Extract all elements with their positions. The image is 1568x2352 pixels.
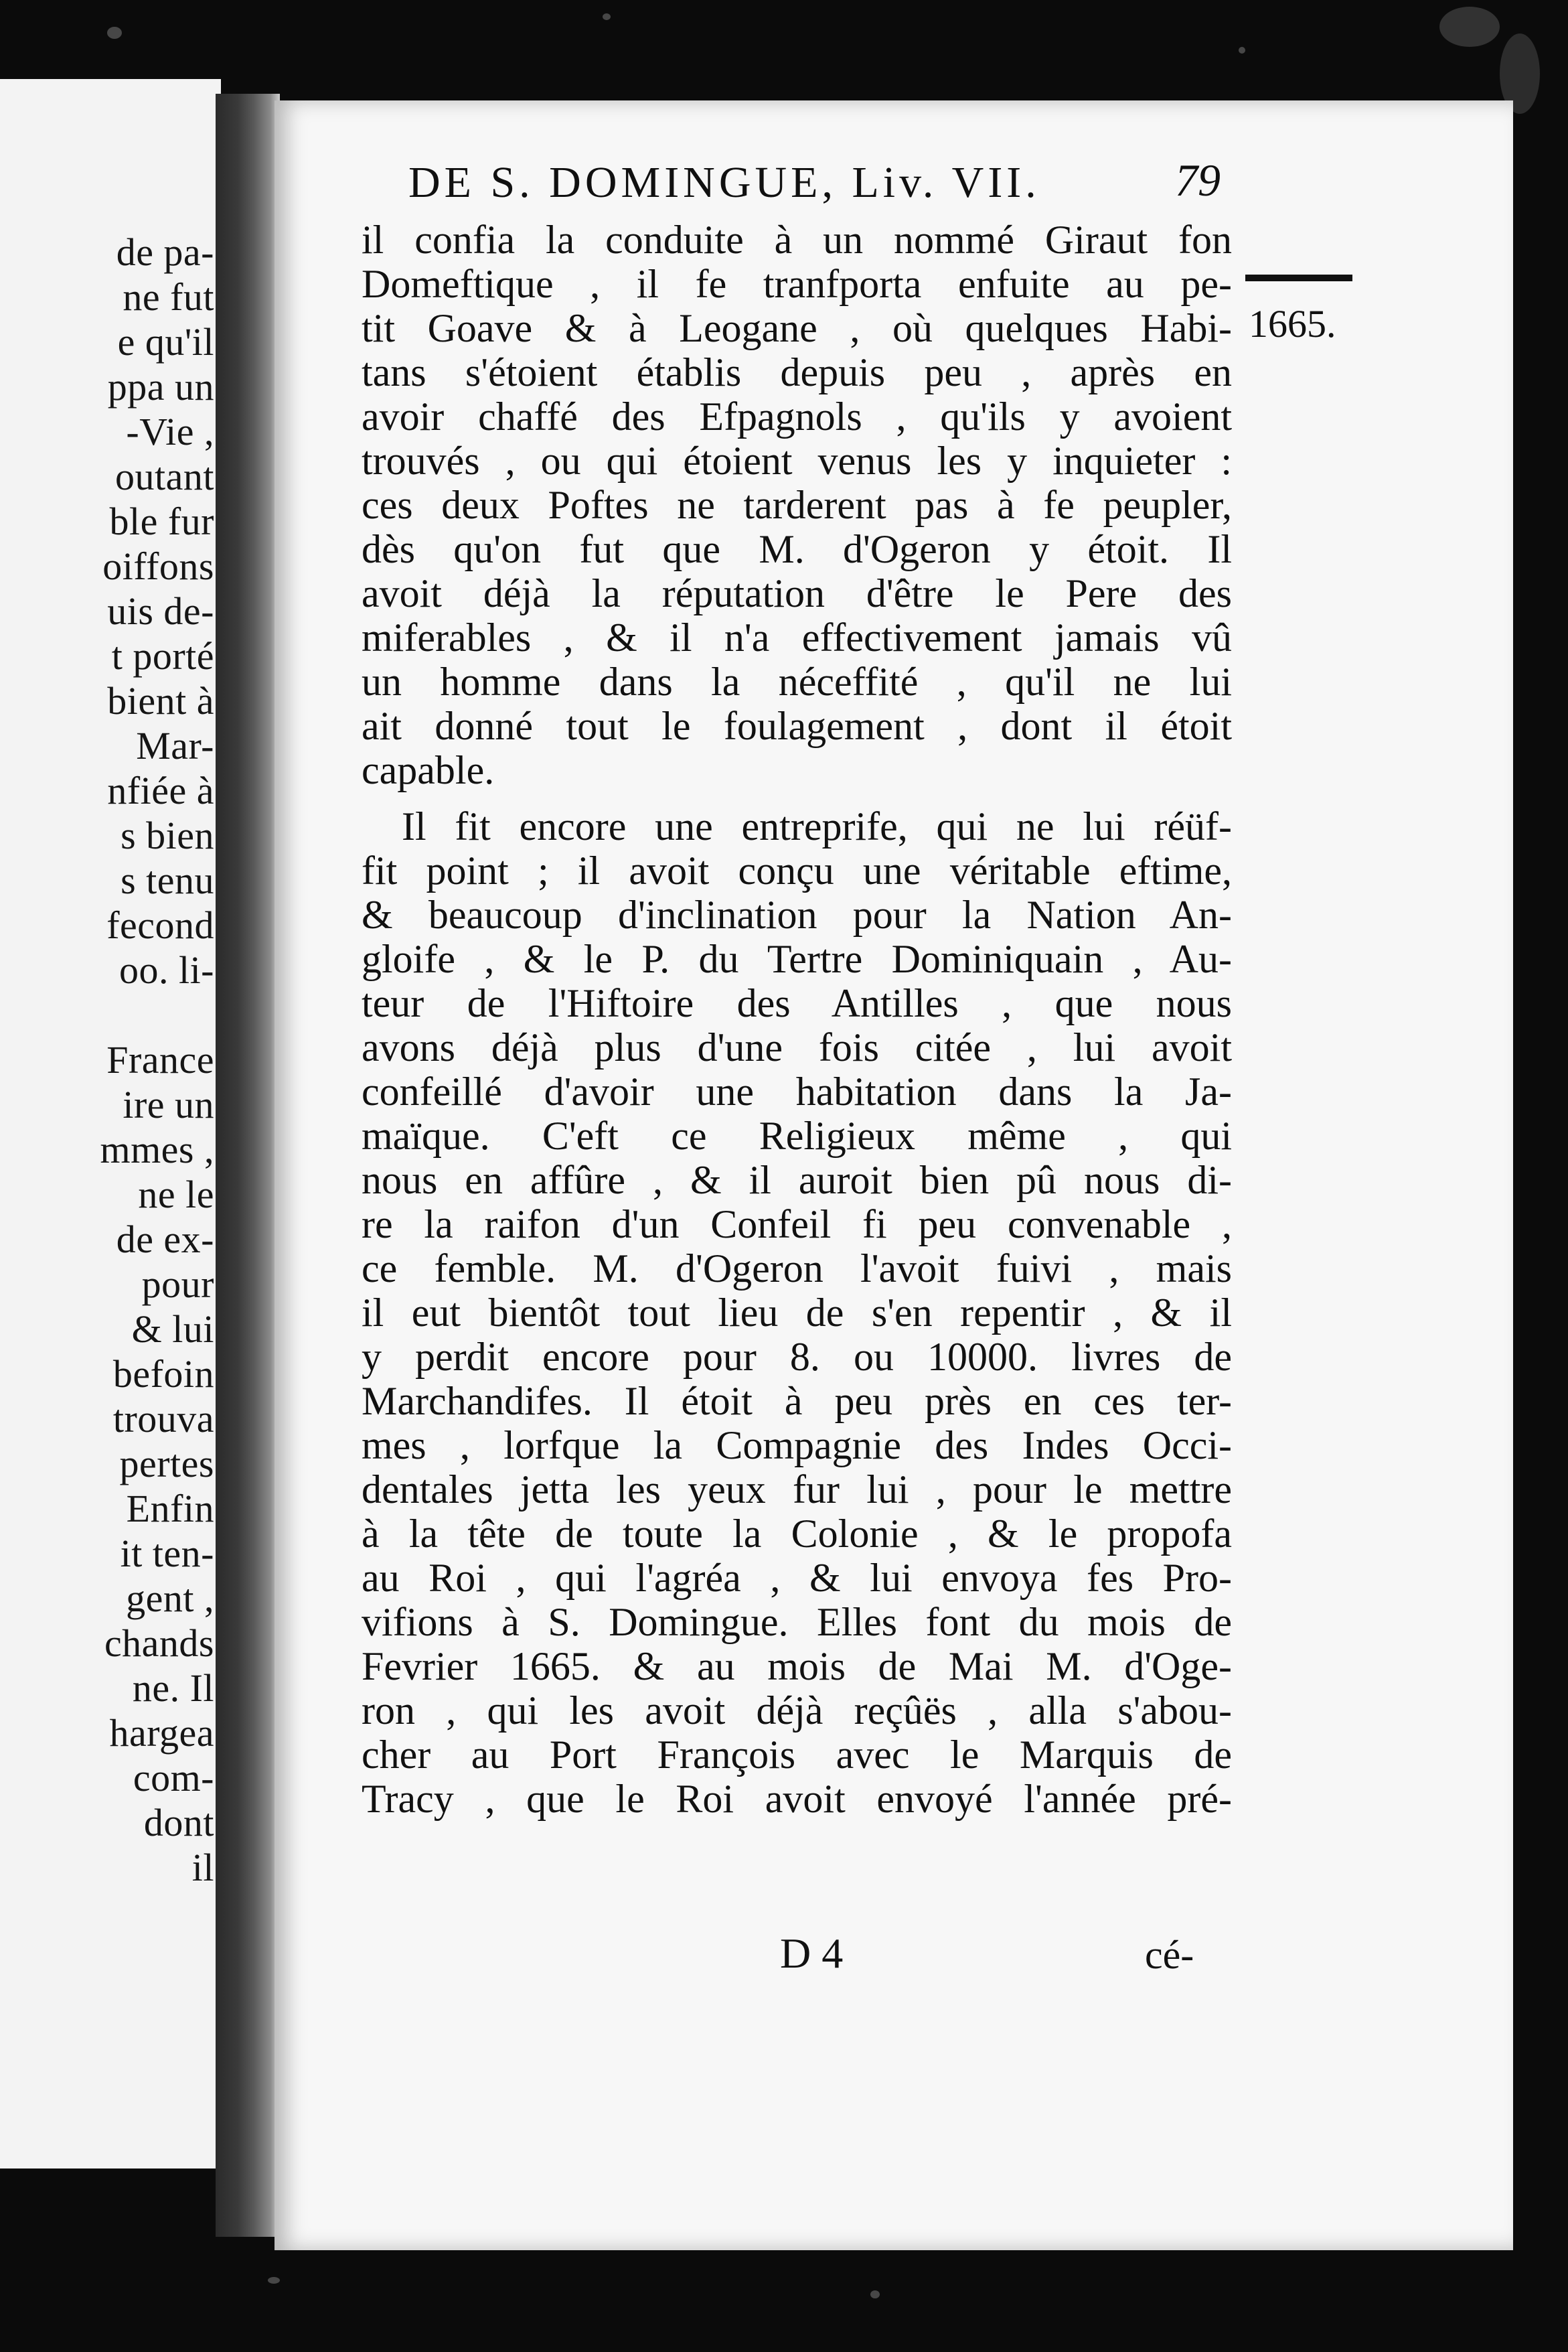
body-line: un homme dans la néceffité , qu'il ne lui <box>362 660 1232 704</box>
left-page-line-fragment: dont <box>143 1801 214 1844</box>
left-page-line-fragment: Enfin <box>126 1487 214 1530</box>
book-gutter <box>216 94 280 2237</box>
left-page-line-fragment: oo. li- <box>119 948 214 992</box>
left-page-line-fragment: ne le <box>138 1173 214 1216</box>
left-page-line-fragment: mmes , <box>100 1128 214 1171</box>
left-page-line-fragment: com- <box>133 1756 214 1799</box>
body-line: Il fit encore une entreprife, qui ne lui réüf- <box>402 804 1232 849</box>
body-line: dès qu'on fut que M. d'Ogeron y étoit. Il <box>362 527 1232 571</box>
background-speckle <box>603 13 611 20</box>
body-line: trouvés , ou qui étoient venus les y inquieter : <box>362 439 1232 483</box>
body-line: mes , lorfque la Compagnie des Indes Occi- <box>362 1423 1232 1467</box>
left-page-line-fragment: France <box>106 1038 214 1082</box>
body-line: il confia la conduite à un nommé Giraut fon <box>362 218 1232 262</box>
body-line: ce femble. M. d'Ogeron l'avoit fuivi , mais <box>362 1246 1232 1291</box>
left-page-line-fragment: ire un <box>123 1083 214 1126</box>
body-line: teur de l'Hiftoire des Antilles , que nous <box>362 981 1232 1025</box>
margin-year-note: 1665. <box>1249 302 1336 346</box>
body-line: capable. <box>362 748 495 792</box>
body-line: Domeftique , il fe tranfporta enfuite au pe- <box>362 262 1232 306</box>
body-text <box>362 218 1232 1821</box>
left-page-line-fragment: de pa- <box>116 230 214 274</box>
catchword: cé- <box>1145 1933 1194 1977</box>
body-line: Fevrier 1665. & au mois de Mai M. d'Oge- <box>362 1644 1232 1688</box>
body-line: Marchandifes. Il étoit à peu près en ces ter- <box>362 1379 1232 1423</box>
background-speckle <box>1239 47 1245 54</box>
left-page-line-fragment: gent , <box>126 1576 214 1620</box>
background-speckle <box>268 2277 280 2284</box>
body-line: il eut bientôt tout lieu de s'en repentir , & il <box>362 1291 1232 1335</box>
left-page-line-fragment: pertes <box>119 1442 214 1485</box>
body-line: & beaucoup d'inclination pour la Nation An- <box>362 893 1232 937</box>
body-line: confeillé d'avoir une habitation dans la Ja- <box>362 1070 1232 1114</box>
body-line: avoit déjà la réputation d'être le Pere des <box>362 571 1232 615</box>
margin-rule <box>1245 275 1352 281</box>
left-page-line-fragment: hargea <box>109 1711 214 1755</box>
body-line: nous en affûre , & il auroit bien pû nous di- <box>362 1158 1232 1202</box>
body-line: ron , qui les avoit déjà reçûës , alla s'abou- <box>362 1688 1232 1733</box>
left-page-line-fragment: ne. Il <box>132 1666 214 1710</box>
paragraph-gap <box>362 792 1232 804</box>
body-line: miferables , & il n'a effectivement jamais vû <box>362 615 1232 660</box>
left-page-line-fragment: -Vie , <box>126 410 214 453</box>
left-page-line-fragment: outant <box>115 455 214 498</box>
background-speckle <box>1439 7 1500 47</box>
body-line: ait donné tout le foulagement , dont il étoit <box>362 704 1232 748</box>
background-speckle <box>107 27 122 39</box>
body-line: dentales jetta les yeux fur lui , pour le mettre <box>362 1467 1232 1512</box>
left-page-line-fragment: s bien <box>121 814 214 857</box>
left-page-line-fragment: il <box>191 1846 214 1889</box>
body-line: avons déjà plus d'une fois citée , lui avoit <box>362 1025 1232 1070</box>
body-line: fit point ; il avoit conçu une véritable eftime, <box>362 849 1232 893</box>
page-number: 79 <box>1175 155 1221 206</box>
left-page-line-fragment: pour <box>141 1262 214 1306</box>
left-page-line-fragment: uis de- <box>107 589 214 633</box>
body-line: avoir chaffé des Efpagnols , qu'ils y avoient <box>362 394 1232 439</box>
left-page-line-fragment: ne fut <box>123 275 214 319</box>
body-line: à la tête de toute la Colonie , & le propofa <box>362 1512 1232 1556</box>
left-page-line-fragment: s tenu <box>121 859 214 902</box>
left-page-line-fragment: nfiée à <box>107 769 214 812</box>
left-page-line-fragment: it ten- <box>120 1532 214 1575</box>
running-head: DE S. DOMINGUE, Liv. VII. <box>408 158 1040 207</box>
left-page-line-fragment: de ex- <box>116 1218 214 1261</box>
body-line: re la raifon d'un Confeil fi peu convenable , <box>362 1202 1232 1246</box>
left-page-line-fragment: fecond <box>106 903 214 947</box>
body-line: cher au Port François avec le Marquis de <box>362 1733 1232 1777</box>
left-page-line-fragment: t porté <box>111 634 214 678</box>
left-page-line-fragment: & lui <box>131 1307 214 1351</box>
body-line: ces deux Poftes ne tarderent pas à fe peupler, <box>362 483 1232 527</box>
left-page-line-fragment: oiffons <box>102 544 214 588</box>
body-line: vifions à S. Domingue. Elles font du mois de <box>362 1600 1232 1644</box>
right-page <box>275 100 1513 2250</box>
left-page-line-fragment: trouva <box>112 1397 214 1441</box>
left-page-line-fragment: ppa un <box>107 365 214 409</box>
signature-mark: D 4 <box>780 1929 844 1977</box>
left-page-line-fragment: ble fur <box>109 500 214 543</box>
body-line: tans s'étoient établis depuis peu , après en <box>362 350 1232 394</box>
body-line: maïque. C'eft ce Religieux même , qui <box>362 1114 1232 1158</box>
body-line: tit Goave & à Leogane , où quelques Habi- <box>362 306 1232 350</box>
body-line: y perdit encore pour 8. ou 10000. livres de <box>362 1335 1232 1379</box>
left-page-line-fragment: Mar- <box>136 724 214 767</box>
left-page-line-fragment: chands <box>104 1621 214 1665</box>
body-line: Tracy , que le Roi avoit envoyé l'année pré- <box>362 1777 1232 1821</box>
body-line: au Roi , qui l'agréa , & lui envoya fes Pro- <box>362 1556 1232 1600</box>
body-line: gloife , & le P. du Tertre Dominiquain , Au- <box>362 937 1232 981</box>
left-page-line-fragment: befoin <box>112 1352 214 1396</box>
left-page-line-fragment: bient à <box>107 679 214 723</box>
left-facing-page <box>0 79 221 2169</box>
left-page-line-fragment: e qu'il <box>117 320 214 364</box>
background-speckle <box>870 2290 880 2298</box>
